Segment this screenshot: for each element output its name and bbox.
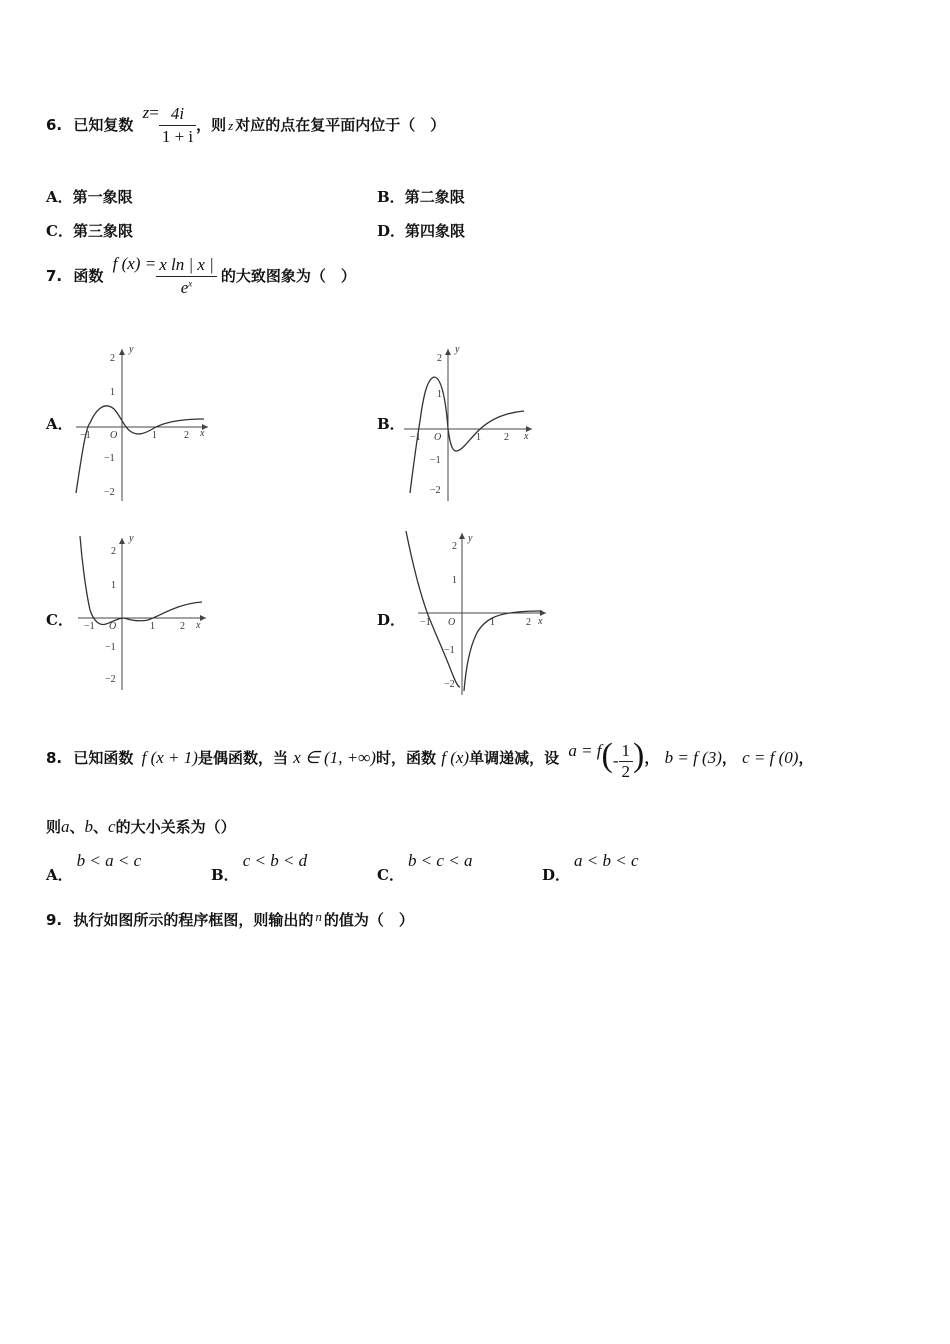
q7-option-a[interactable] xyxy=(46,413,73,434)
x-axis-arrow-icon xyxy=(200,615,206,621)
q7-curve-a xyxy=(76,406,204,493)
q7-number: 7. xyxy=(46,267,63,285)
x-tick-1: 1 xyxy=(490,617,495,628)
q6-mid: ，则 xyxy=(196,116,227,134)
y-axis-arrow-icon xyxy=(459,533,465,539)
q7-option-a-letter: A． xyxy=(46,415,73,433)
q9-lead: 执行如图所示的程序框图，则输出的 xyxy=(73,911,314,929)
q6-formula-eq: = xyxy=(149,103,159,122)
q8-option-a[interactable] xyxy=(46,850,142,884)
q8-option-a-letter: A． xyxy=(46,866,73,884)
q8-line2-lead: 则 xyxy=(46,818,62,836)
q8-var-b: b xyxy=(84,817,94,836)
x-tick-2: 2 xyxy=(184,430,189,441)
q7-graph-c xyxy=(72,532,217,694)
q6-option-c-text: 第三象限 xyxy=(72,222,133,240)
q6-option-b-text: 第二象限 xyxy=(404,188,465,206)
q7-formula-lhs: f (x) = xyxy=(112,254,157,273)
y-tick-minus-2: −2 xyxy=(105,674,116,685)
q8-a-open-paren: ( xyxy=(601,737,613,774)
question-7 xyxy=(46,255,356,298)
y-tick-1: 1 xyxy=(111,580,116,591)
q8-option-c-letter: C． xyxy=(377,866,404,884)
y-tick-1: 1 xyxy=(110,387,115,398)
x-tick-2: 2 xyxy=(504,432,509,443)
q6-tail: 对应的点在复平面内位于（ ） xyxy=(235,116,446,134)
q8-f-shift: f (x + 1) xyxy=(141,748,198,767)
q8-option-a-expr: b < a < c xyxy=(76,851,142,870)
q6-option-a-text: 第一象限 xyxy=(72,188,133,206)
q6-fraction-numerator: 4i xyxy=(159,104,196,126)
q7-curve-c xyxy=(80,536,202,624)
q8-line-2 xyxy=(46,816,236,837)
q7-option-c[interactable] xyxy=(46,609,73,630)
x-axis-label: x xyxy=(200,428,205,439)
q8-text-3: 单调递减，设 xyxy=(469,749,560,767)
x-axis-label: x xyxy=(196,620,201,631)
x-tick-2: 2 xyxy=(526,617,531,628)
y-tick-minus-1: −1 xyxy=(444,645,455,656)
y-axis-arrow-icon xyxy=(119,349,125,355)
q8-a-sign: - xyxy=(612,751,619,770)
q8-lead: 已知函数 xyxy=(73,749,134,767)
q6-number: 6. xyxy=(46,116,63,134)
q6-option-c[interactable] xyxy=(46,220,133,241)
q7-graph-d xyxy=(400,527,555,697)
q7-fraction xyxy=(156,255,217,298)
y-axis-arrow-icon xyxy=(119,538,125,544)
y-tick-1: 1 xyxy=(452,575,457,586)
q6-option-c-letter: C． xyxy=(46,222,73,240)
q8-option-c[interactable] xyxy=(377,850,473,884)
q8-option-b-expr: c < b < d xyxy=(242,851,308,870)
y-tick-2: 2 xyxy=(110,353,115,364)
q8-sep-2: ， xyxy=(721,749,737,767)
q8-a-close-paren: ) xyxy=(633,737,645,774)
x-tick-2: 2 xyxy=(180,621,185,632)
q6-option-d[interactable] xyxy=(377,220,465,241)
q6-option-d-text: 第四象限 xyxy=(405,222,466,240)
q8-a-definition xyxy=(568,733,644,784)
q8-sep-3: ， xyxy=(798,749,814,767)
q8-a-lhs: a = f xyxy=(568,741,602,760)
y-tick-minus-2: −2 xyxy=(444,679,455,690)
q8-a-fraction xyxy=(619,742,634,781)
y-axis-label: y xyxy=(468,533,473,544)
origin-label: O xyxy=(448,617,456,628)
q8-f: f (x) xyxy=(441,748,470,767)
q7-fraction-denominator xyxy=(156,277,217,298)
q7-lead: 函数 xyxy=(73,267,104,285)
question-8 xyxy=(46,733,813,784)
q7-denominator-base: e xyxy=(180,278,189,297)
y-tick-2: 2 xyxy=(111,546,116,557)
x-tick-minus-1: −1 xyxy=(410,432,421,443)
y-tick-minus-1: −1 xyxy=(430,455,441,466)
q8-line2-tail: 的大小关系为（） xyxy=(115,818,236,836)
q6-option-a[interactable] xyxy=(46,186,133,207)
y-axis-label: y xyxy=(129,533,134,544)
q6-option-b[interactable] xyxy=(377,186,465,207)
q8-var-a: a xyxy=(61,817,70,836)
q8-c-definition: c = f (0) xyxy=(742,748,799,767)
origin-label: O xyxy=(434,432,442,443)
y-tick-minus-1: −1 xyxy=(104,453,115,464)
q8-option-d-expr: a < b < c xyxy=(574,851,639,870)
q7-graph-b xyxy=(400,343,545,503)
q8-option-b[interactable] xyxy=(211,850,308,884)
y-axis-label: y xyxy=(129,344,134,355)
x-tick-1: 1 xyxy=(150,621,155,632)
q9-number: 9. xyxy=(46,911,63,929)
x-axis-label: x xyxy=(538,616,543,627)
q6-lead: 已知复数 xyxy=(73,116,134,134)
x-tick-minus-1: −1 xyxy=(84,621,95,632)
q8-option-b-letter: B． xyxy=(211,866,239,884)
q8-option-d-letter: D． xyxy=(542,866,571,884)
q8-option-d[interactable] xyxy=(542,850,639,884)
y-tick-2: 2 xyxy=(452,541,457,552)
y-tick-minus-2: −2 xyxy=(104,487,115,498)
q8-condition: x ∈ (1, +∞) xyxy=(293,748,376,767)
q8-var-c: c xyxy=(108,817,116,836)
y-tick-minus-2: −2 xyxy=(430,485,441,496)
q7-fraction-numerator: x ln | x | xyxy=(156,255,217,277)
q7-option-d-letter: D． xyxy=(377,611,406,629)
q7-curve-d-left xyxy=(406,531,460,687)
q7-option-b-letter: B． xyxy=(377,415,405,433)
q6-var: z xyxy=(228,118,234,133)
q8-dun-2: 、 xyxy=(93,818,109,836)
q6-option-b-letter: B． xyxy=(377,188,405,206)
x-axis-label: x xyxy=(524,431,529,442)
x-tick-minus-1: −1 xyxy=(420,617,431,628)
q6-formula-lhs: z xyxy=(142,103,150,122)
question-9 xyxy=(46,909,414,930)
q8-option-c-expr: b < c < a xyxy=(407,851,473,870)
q8-dun-1: 、 xyxy=(69,818,85,836)
q8-sep-1: ， xyxy=(644,749,660,767)
q9-tail: 的值为（ ） xyxy=(323,911,414,929)
q7-denominator-exponent: x xyxy=(188,278,193,289)
x-tick-1: 1 xyxy=(476,432,481,443)
q7-tail: 的大致图象为（ ） xyxy=(220,267,356,285)
y-tick-1: 1 xyxy=(437,389,442,400)
q6-option-a-letter: A． xyxy=(46,188,73,206)
q8-text-1: 是偶函数，当 xyxy=(197,749,288,767)
y-tick-2: 2 xyxy=(437,353,442,364)
q7-graph-a xyxy=(72,343,217,503)
q6-option-d-letter: D． xyxy=(377,222,406,240)
q8-number: 8. xyxy=(46,749,63,767)
q7-option-c-letter: C． xyxy=(46,611,73,629)
q6-fraction-denominator: 1 + i xyxy=(161,127,194,146)
question-6 xyxy=(46,104,445,147)
origin-label: O xyxy=(109,621,117,632)
y-tick-minus-1: −1 xyxy=(105,642,116,653)
q8-b-definition: b = f (3) xyxy=(664,748,722,767)
x-tick-minus-1: −1 xyxy=(80,430,91,441)
q9-var: n xyxy=(315,909,322,924)
q6-fraction xyxy=(159,104,196,147)
q8-text-2: 时，函数 xyxy=(375,749,436,767)
q8-a-denominator: 2 xyxy=(621,762,631,781)
origin-label: O xyxy=(110,430,118,441)
q8-a-numerator: 1 xyxy=(619,742,634,762)
y-axis-label: y xyxy=(455,344,460,355)
x-tick-1: 1 xyxy=(152,430,157,441)
y-axis-arrow-icon xyxy=(445,349,451,355)
